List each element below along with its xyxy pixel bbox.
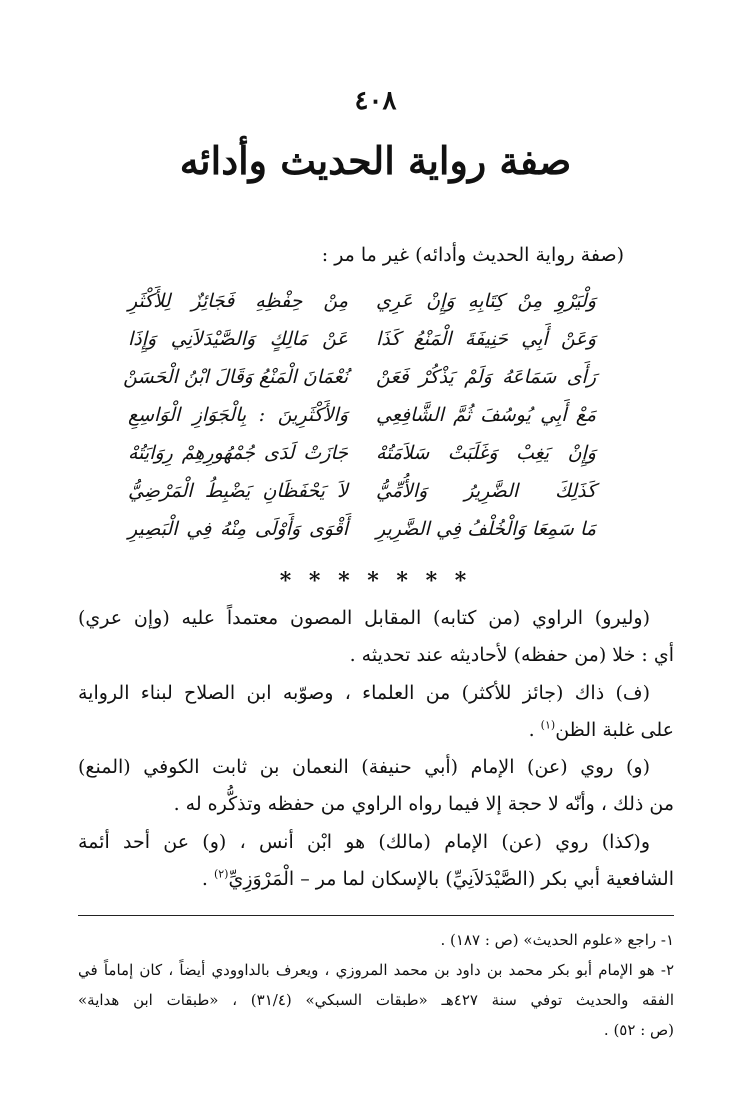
commentary-body xyxy=(78,600,674,898)
footnote-divider xyxy=(78,915,674,916)
commentary-line: (ف) ذاك (جائز للأكثر) من العلماء ، وصوّبه ابن الصلاح لبناء الرواية xyxy=(78,681,650,704)
section-intro: (صفة رواية الحديث وأدائه) غير ما مر : xyxy=(321,244,624,266)
footnotes xyxy=(78,925,674,1045)
verse-right-hemistich: رَأَى سَمَاعَهُ وَلَمْ يَذْكُرْ فَعَنْ xyxy=(376,366,596,388)
verse-line xyxy=(128,510,596,548)
commentary-line: و(كذا) روي (عن) الإمام (مالك) هو ابْن أنس ، (و) عن أحد أئمة xyxy=(78,830,650,853)
commentary-line: (وليرو) الراوي (من كتابه) المقابل المصون معتمداً عليه (وإن عري) xyxy=(78,607,650,629)
commentary-line xyxy=(78,861,674,898)
footnote-ref: (٢) xyxy=(213,867,229,881)
commentary-line xyxy=(78,712,674,749)
footnote-2-line: (ص : ٥٢) . xyxy=(603,1021,674,1039)
verse-left-hemistich: مِنْ حِفْظِهِ فَجَائِزٌ لِلأَكْثَرِ xyxy=(128,290,348,312)
verse-left-hemistich: نُعْمَانَ الْمَنْعُ وَقَالَ ابْنُ الْحَسَنْ xyxy=(123,366,348,388)
verse-left-hemistich: أَقْوَى وَأَوْلَى مِنْهُ فِي الْبَصِيرِ xyxy=(128,518,348,540)
verse-right-hemistich: وَعَنْ أَبِي حَنِيفَةَ الْمَنْعُ كَذَا xyxy=(376,328,596,350)
verse-line xyxy=(128,282,596,320)
commentary-line: أي : خلا (من حفظه) لأحاديثه عند تحديثه . xyxy=(349,644,674,667)
verse-line xyxy=(128,396,596,434)
commentary-text: . xyxy=(201,868,214,891)
verse-right-hemistich: كَذَلِكَ الضَّرِيرُ وَالأُمِّيُّ xyxy=(376,480,596,502)
commentary-text: الشافعية أبي بكر (الصَّيْدَلاَنِيِّ) بالإسكان لما مر – الْمَرْوَزِيِّ xyxy=(228,868,674,891)
verse-left-hemistich: لاَ يَحْفَظَانِ يَضْبِطُ الْمَرْضِيُّ xyxy=(128,480,348,502)
verse-line xyxy=(128,434,596,472)
commentary-text: . xyxy=(528,718,541,741)
page-title: صفة رواية الحديث وأدائه xyxy=(179,138,572,183)
poem-verses xyxy=(123,282,596,548)
verse-left-hemistich: جَازَتْ لَدَى جُمْهُورِهِمْ رِوَايَتُهْ xyxy=(128,442,348,464)
verse-right-hemistich: مَا سَمِعَا وَالْخُلْفُ فِي الضَّرِيرِ xyxy=(376,518,596,540)
verse-right-hemistich: مَعْ أَبِي يُوسُفَ ثُمَّ الشَّافِعِي xyxy=(376,404,596,426)
verse-right-hemistich: وَلْيَرْوِ مِنْ كِتَابِهِ وَإِنْ عَرِي xyxy=(376,290,596,312)
commentary-line: (و) روي (عن) الإمام (أبي حنيفة) النعمان بن ثابت الكوفي (المنع) xyxy=(78,756,650,779)
verse-left-hemistich: وَالأَكْثَرِينَ : بِالْجَوَازِ الْوَاسِعِ xyxy=(128,404,348,426)
section-separator: * * * * * * * xyxy=(279,568,472,594)
commentary-line: من ذلك ، وأنّه لا حجة إلا فيما رواه الراوي من حفظه وتذكُّره له . xyxy=(173,793,674,816)
verse-right-hemistich: وَإِنْ يَغِبْ وَغَلَبَتْ سَلاَمَتُهْ xyxy=(376,442,596,464)
commentary-text: على غلبة الظن xyxy=(555,718,674,741)
verse-line xyxy=(128,320,596,358)
footnote-ref: (١) xyxy=(540,718,556,732)
footnote-2-line: الفقه والحديث توفي سنة ٤٢٧هـ «طبقات السبكي» (٣١/٤) ، «طبقات ابن هداية» xyxy=(78,991,675,1009)
verse-left-hemistich: عَنْ مَالِكٍ وَالصَّيْدَلاَنِي وَإِذَا xyxy=(128,328,348,350)
verse-line xyxy=(128,472,596,510)
footnote-1: ١- راجع «علوم الحديث» (ص : ١٨٧) . xyxy=(440,931,674,949)
page-number: ٤٠٨ xyxy=(354,86,397,116)
footnote-2-line: ٢- هو الإمام أبو بكر محمد بن داود بن محمد المروزي ، ويعرف بالداوودي أيضاً ، كان إماماً في xyxy=(78,961,674,979)
verse-line xyxy=(123,358,596,396)
